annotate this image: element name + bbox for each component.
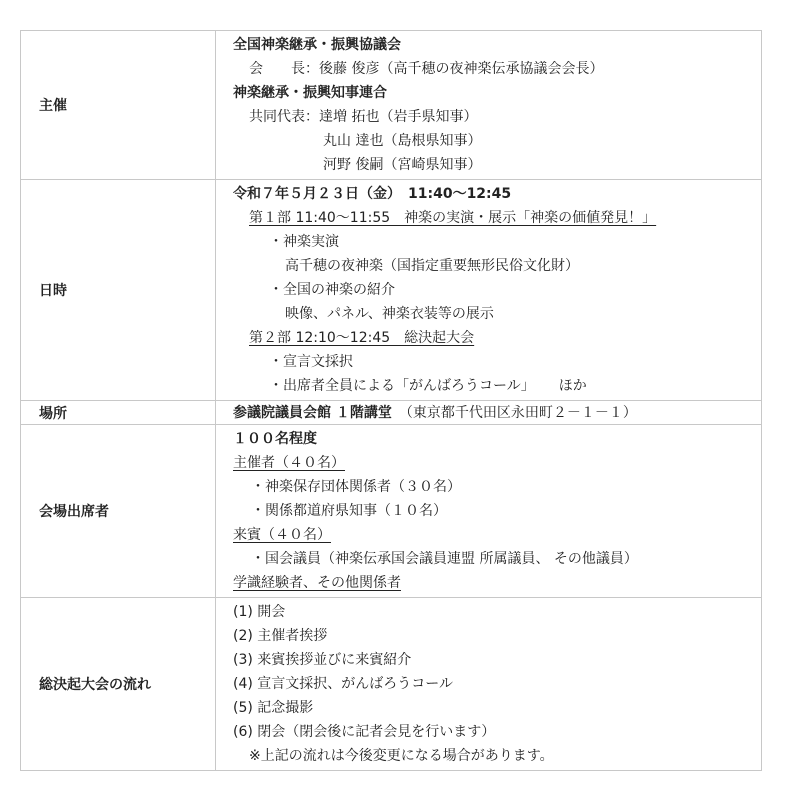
item1: ・神楽実演 [269,234,339,250]
program-step-4: (4) 宣言文採択、がんばろうコール [233,676,454,692]
label-organizer: 主催 [21,31,216,180]
organizer-chair [233,57,761,81]
attendees-organizers: 主催者（４０名） [233,455,345,471]
part2-line [233,326,761,350]
organizer-org2: 神楽継承・振興知事連合 [233,85,387,101]
content-program [216,598,762,771]
item1-detail: 高千穂の夜神楽（国指定重要無形民俗文化財） [285,258,579,274]
label-place: 場所 [21,401,216,425]
program-step-2: (2) 主催者挨拶 [233,628,328,644]
attendees-total: １００名程度 [233,431,317,447]
attendees-experts: 学識経験者、その他関係者 [233,575,401,591]
attendees-guests: 来賓（４０名） [233,527,331,543]
attendees-organizers-line [233,451,761,475]
row-program [21,598,762,771]
organizer-rep2: 丸山 達也（島根県知事） [323,133,482,149]
row-datetime [21,180,762,401]
content-attendees [216,425,762,598]
row-organizer [21,31,762,180]
content-place [216,401,762,425]
program-step-3: (3) 来賓挨拶並びに来賓紹介 [233,652,412,668]
content-organizer [216,31,762,180]
program-step-6: (6) 閉会（閉会後に記者会見を行います） [233,724,496,740]
organizer-rep3: 河野 俊嗣（宮崎県知事） [323,157,482,173]
program-note: ※上記の流れは今後変更になる場合があります。 [249,748,554,764]
part1-title: 第１部 11:40～11:55 神楽の実演・展示「神楽の価値発見！」 [249,210,657,226]
program-step-5: (5) 記念撮影 [233,700,314,716]
item4-extra: ほか [558,378,587,394]
event-date: 令和７年５月２３日（金） 11:40～12:45 [233,186,512,202]
label-datetime: 日時 [21,180,216,401]
org-item2: ・関係都道府県知事（１０名） [251,503,447,519]
place-line [233,402,761,424]
venue-name: 参議院議員会館 １階講堂 [233,404,392,421]
item4-line [233,374,761,398]
content-datetime [216,180,762,401]
event-info-table [20,30,762,771]
attendees-experts-line [233,571,761,595]
organizer-rep [233,105,761,129]
label-attendees: 会場出席者 [21,425,216,598]
rep-role: 共同代表： [249,109,319,125]
row-attendees [21,425,762,598]
item2-detail: 映像、パネル、神楽衣装等の展示 [285,306,494,322]
part2-title: 第２部 12:10～12:45 総決起大会 [249,330,475,346]
chair-role: 会 長： [249,61,319,77]
item3: ・宣言文採択 [269,354,353,370]
org-item1: ・神楽保存団体関係者（３０名） [251,479,461,495]
venue-address: （東京都千代田区永田町２－１－１） [405,404,637,421]
item2: ・全国の神楽の紹介 [269,282,395,298]
label-program: 総決起大会の流れ [21,598,216,771]
attendees-guests-line [233,523,761,547]
row-place [21,401,762,425]
rep1: 達増 拓也（岩手県知事） [319,109,478,125]
item4: ・出席者全員による「がんばろうコール」 [269,378,535,394]
organizer-org1: 全国神楽継承・振興協議会 [233,37,401,53]
chair-name: 後藤 俊彦（高千穂の夜神楽伝承協議会会長） [319,61,604,77]
guest-item1: ・国会議員（神楽伝承国会議員連盟 所属議員、 その他議員） [251,551,638,567]
part1-line [233,206,761,230]
program-step-1: (1) 開会 [233,604,286,620]
